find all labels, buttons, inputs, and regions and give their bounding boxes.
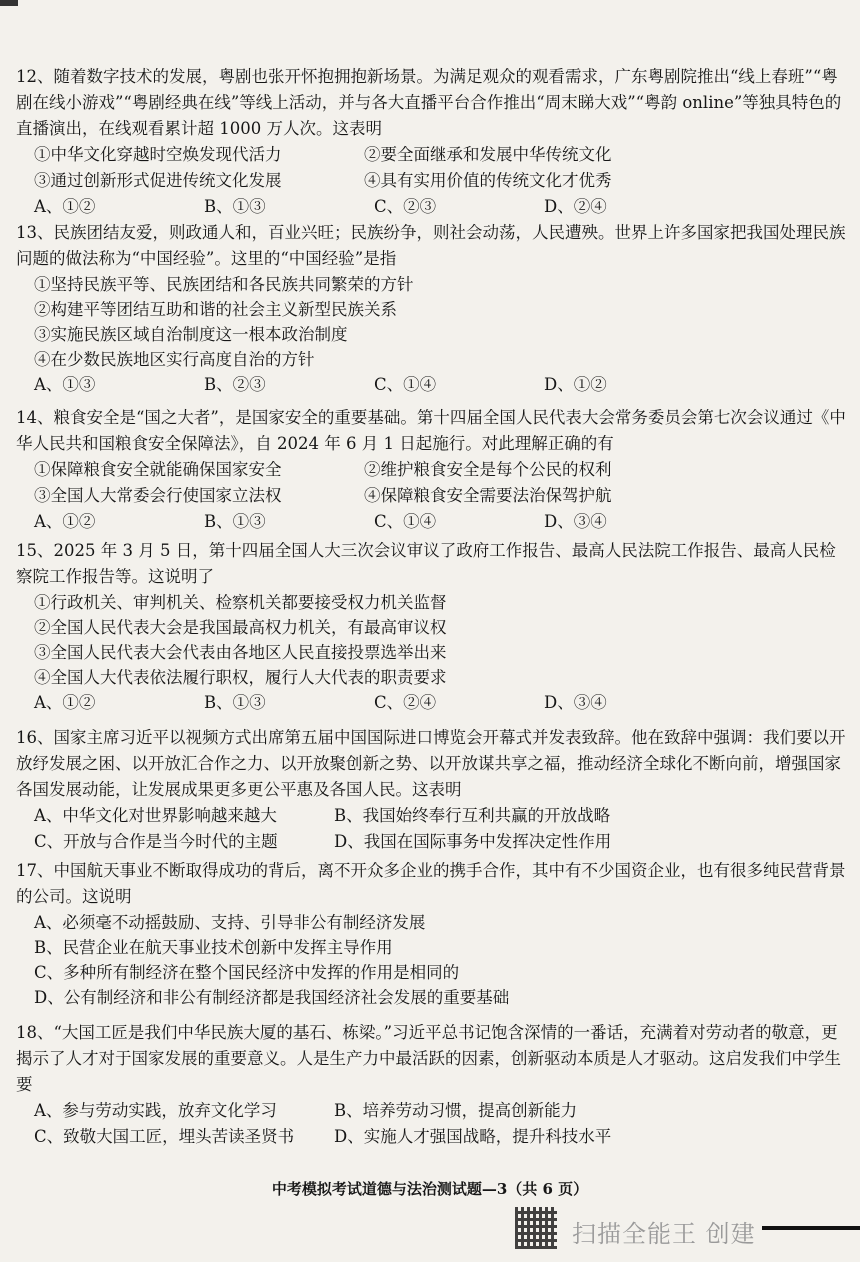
statement: ①行政机关、审判机关、检察机关都要接受权力机关监督 (34, 593, 447, 612)
choice-row (16, 803, 846, 829)
choice-c: C、②③ (374, 197, 437, 216)
choice-row (16, 372, 846, 398)
choice-row (16, 690, 846, 716)
corner-mark (0, 0, 18, 6)
question-stem: 16、国家主席习近平以视频方式出席第五届中国国际进口博览会开幕式并发表致辞。他在致辞中强调：我们要以开放纾发展之困、以开放汇合作之力、以开放聚创新之势、以开放谋共享之福，推动经济全球化不断向前，增强国家各国发展动能，让发展成果更多更公平惠及各国人民。这表明 (16, 728, 846, 799)
statement: ④全国人大代表依法履行职权，履行人大代表的职责要求 (34, 668, 447, 687)
choice-row (16, 194, 846, 220)
choice-d: D、我国在国际事务中发挥决定性作用 (334, 832, 612, 851)
statement-row (16, 168, 846, 194)
question-stem: 17、中国航天事业不断取得成功的背后，离不开众多企业的携手合作，其中有不少国资企业，也有很多纯民营背景的公司。这说明 (16, 861, 846, 906)
choice-b: B、我国始终奉行互利共赢的开放战略 (334, 806, 611, 825)
question-17 (16, 858, 846, 1010)
statement-row (16, 142, 846, 168)
choice-a: A、①② (34, 693, 96, 712)
question-stem: 15、2025 年 3 月 5 日，第十四届全国人大三次会议审议了政府工作报告、最高人民法院工作报告、最高人民检察院工作报告等。这说明了 (16, 541, 836, 586)
choice-c: C、致敬大国工匠，埋头苦读圣贤书 (34, 1127, 295, 1146)
choice-b: B、①③ (204, 693, 266, 712)
page-footer: 中考模拟考试道德与法治测试题—3（共 6 页） (271, 1180, 589, 1198)
choice-a: A、①② (34, 512, 96, 531)
question-stem: 12、随着数字技术的发展，粤剧也张开怀抱拥抱新场景。为满足观众的观看需求，广东粤剧院推出“线上春班”“粤剧在线小游戏”“粤剧经典在线”等线上活动，并与各大直播平台合作推出“周末睇大戏”“粤韵 online”等独具特色的直播演出，在线观看累计超 1000 万人次。这表明 (16, 67, 842, 138)
question-15 (16, 538, 846, 716)
statement: ②维护粮食安全是每个公民的权利 (364, 460, 612, 479)
choice-row (16, 1124, 846, 1150)
question-16 (16, 725, 846, 855)
choice-c: C、②④ (374, 693, 437, 712)
statement: ③通过创新形式促进传统文化发展 (34, 171, 282, 190)
statement-row (16, 457, 846, 483)
choice-row (16, 509, 846, 535)
choice-row (16, 1098, 846, 1124)
choice-a: A、参与劳动实践，放弃文化学习 (34, 1101, 277, 1120)
statement-row (16, 483, 846, 509)
choice-b: B、①③ (204, 197, 266, 216)
choice-b: B、①③ (204, 512, 266, 531)
statement: ①中华文化穿越时空焕发现代活力 (34, 145, 282, 164)
qr-code-icon (515, 1207, 557, 1249)
choice-a: A、中华文化对世界影响越来越大 (34, 806, 277, 825)
edge-bar (762, 1226, 860, 1230)
statement: ③全国人民代表大会代表由各地区人民直接投票选举出来 (34, 643, 447, 662)
statement: ③实施民族区域自治制度这一根本政治制度 (34, 325, 348, 344)
statement: ③全国人大常委会行使国家立法权 (34, 486, 282, 505)
scanner-watermark: 扫描全能王 创建 (572, 1220, 756, 1248)
question-12 (16, 64, 846, 220)
statement: ④保障粮食安全需要法治保驾护航 (364, 486, 612, 505)
statement: ④在少数民族地区实行高度自治的方针 (34, 350, 315, 369)
choice-d: D、③④ (544, 512, 607, 531)
statement: ①保障粮食安全就能确保国家安全 (34, 460, 282, 479)
choice-a: A、必须毫不动摇鼓励、支持、引导非公有制经济发展 (34, 913, 426, 932)
statement: ④具有实用价值的传统文化才优秀 (364, 171, 612, 190)
question-14 (16, 405, 846, 535)
statement: ①坚持民族平等、民族团结和各民族共同繁荣的方针 (34, 275, 414, 294)
choice-c: C、多种所有制经济在整个国民经济中发挥的作用是相同的 (34, 963, 460, 982)
question-13 (16, 220, 846, 398)
choice-b: B、民营企业在航天事业技术创新中发挥主导作用 (34, 938, 393, 957)
choice-c: C、开放与合作是当今时代的主题 (34, 832, 278, 851)
choice-c: C、①④ (374, 512, 437, 531)
choice-d: D、③④ (544, 693, 607, 712)
question-stem: 13、民族团结友爱，则政通人和，百业兴旺；民族纷争，则社会动荡，人民遭殃。世界上许多国家把我国处理民族问题的做法称为“中国经验”。这里的“中国经验”是指 (16, 223, 846, 268)
choice-c: C、①④ (374, 375, 437, 394)
choice-b: B、②③ (204, 375, 266, 394)
question-18 (16, 1020, 846, 1150)
choice-a: A、①③ (34, 375, 96, 394)
statement: ②构建平等团结互助和谐的社会主义新型民族关系 (34, 300, 397, 319)
choice-row (16, 829, 846, 855)
statement: ②全国人民代表大会是我国最高权力机关，有最高审议权 (34, 618, 447, 637)
choice-d: D、②④ (544, 197, 607, 216)
choice-d: D、公有制经济和非公有制经济都是我国经济社会发展的重要基础 (34, 988, 510, 1007)
choice-d: D、实施人才强国战略，提升科技水平 (334, 1127, 612, 1146)
choice-b: B、培养劳动习惯，提高创新能力 (334, 1101, 578, 1120)
choice-d: D、①② (544, 375, 607, 394)
statement: ②要全面继承和发展中华传统文化 (364, 145, 612, 164)
choice-a: A、①② (34, 197, 96, 216)
question-stem: 14、粮食安全是“国之大者”，是国家安全的重要基础。第十四届全国人民代表大会常务委员会第七次会议通过《中华人民共和国粮食安全保障法》，自 2024 年 6 月 1 日起施行。对此理解正确的有 (16, 408, 846, 453)
question-stem: 18、“大国工匠是我们中华民族大厦的基石、栋梁。”习近平总书记饱含深情的一番话，充满着对劳动者的敬意，更揭示了人才对于国家发展的重要意义。人是生产力中最活跃的因素，创新驱动本质是人才驱动。这启发我们中学生要 (16, 1023, 841, 1094)
